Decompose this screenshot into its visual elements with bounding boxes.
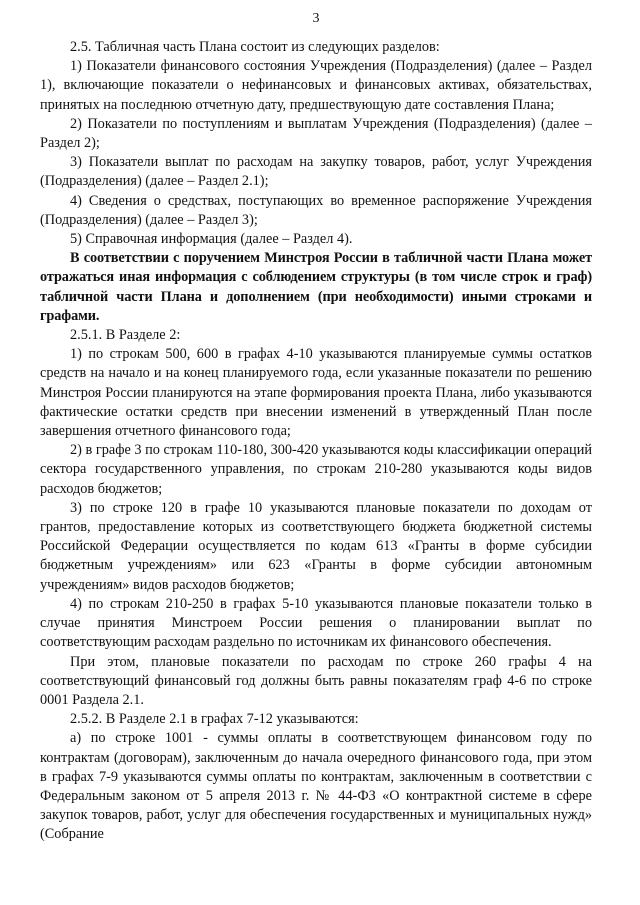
paragraph-item-5: 5) Справочная информация (далее – Раздел 4).: [70, 231, 353, 248]
page-number: 3: [312, 11, 320, 26]
document-page: [40, 10, 592, 900]
paragraph-section-2-5-1: 2.5.1. В Разделе 2:: [70, 327, 181, 344]
paragraph-item-3: 3) Показатели выплат по расходам на закупку товаров, работ, услуг Учреждения (Подразделения) (далее – Раздел 2.1);: [40, 154, 592, 190]
paragraph-2-5-1-item-4: 4) по строкам 210-250 в графах 5-10 указываются плановые показатели только в случае принятия Минстроем России решения о планировании выплат по соответствующим расходам раздельно по источникам их финансового обеспечения.: [40, 595, 592, 651]
paragraph-section-2-5: 2.5. Табличная часть Плана состоит из следующих разделов:: [70, 39, 440, 55]
paragraph-minstroy-instruction: В соответствии с поручением Минстроя России в табличной части Плана может отражаться иная информация с соблюдением структуры (в том числе строк и граф) табличной части Плана и дополнением (при необходимости) иными строками и графами.: [40, 250, 592, 324]
paragraph-item-1: 1) Показатели финансового состояния Учреждения (Подразделения) (далее – Раздел 1), включающие показатели о нефинансовых и финансовых активах, обязательствах, принятых на последнюю отчетную дату, предшествующую дате составления Плана;: [40, 58, 592, 113]
paragraph-line-260-note: При этом, плановые показатели по расходам по строке 260 графы 4 на соответствующий финансовый год должны быть равны показателям граф 4-6 по строке 0001 Раздела 2.1.: [40, 653, 592, 708]
paragraph-2-5-1-item-3: 3) по строке 120 в графе 10 указываются плановые показатели по доходам от грантов, предоставление которых из соответствующего бюджета бюджетной системы Российской Федерации осуществляется по кодам 613 «Гранты в форме субсидии бюджетным учреждениям» или 623 «Гранты в форме субсидии автономным учреждениям» видов расходов бюджетов;: [40, 499, 592, 593]
paragraph-2-5-1-item-1: 1) по строкам 500, 600 в графах 4-10 указываются планируемые суммы остатков средств на начало и на конец планируемого года, если указанные показатели по решению Минстроя России планируются на этапе формирования проекта Плана, либо указываются фактические остатки средств при внесении изменений в утвержденный План после завершения отчетного финансового года;: [40, 346, 592, 440]
paragraph-item-2: 2) Показатели по поступлениям и выплатам Учреждения (Подразделения) (далее – Раздел 2);: [40, 115, 592, 152]
paragraph-item-4: 4) Сведения о средствах, поступающих во временное распоряжение Учреждения (Подразделения) (далее – Раздел 3);: [40, 192, 592, 228]
paragraph-section-2-5-2: 2.5.2. В Разделе 2.1 в графах 7-12 указываются:: [70, 711, 359, 728]
paragraph-2-5-2-item-a: а) по строке 1001 - суммы оплаты в соответствующем финансовом году по контрактам (договорам), заключенным до начала очередного финансового года, при этом в графах 7-9 указываются суммы оплаты по контрактам, заключенным в соответствии с Федеральным законом от 5 апреля 2013 г. № 44-ФЗ «О контрактной системе в сфере закупок товаров, работ, услуг для обеспечения государственных и муниципальных нужд» (Собрание: [40, 730, 592, 843]
paragraph-2-5-1-item-2: 2) в графе 3 по строкам 110-180, 300-420 указываются коды классификации операций сектора государственного управления, по строкам 210-280 указываются коды видов расходов бюджетов;: [40, 442, 592, 497]
